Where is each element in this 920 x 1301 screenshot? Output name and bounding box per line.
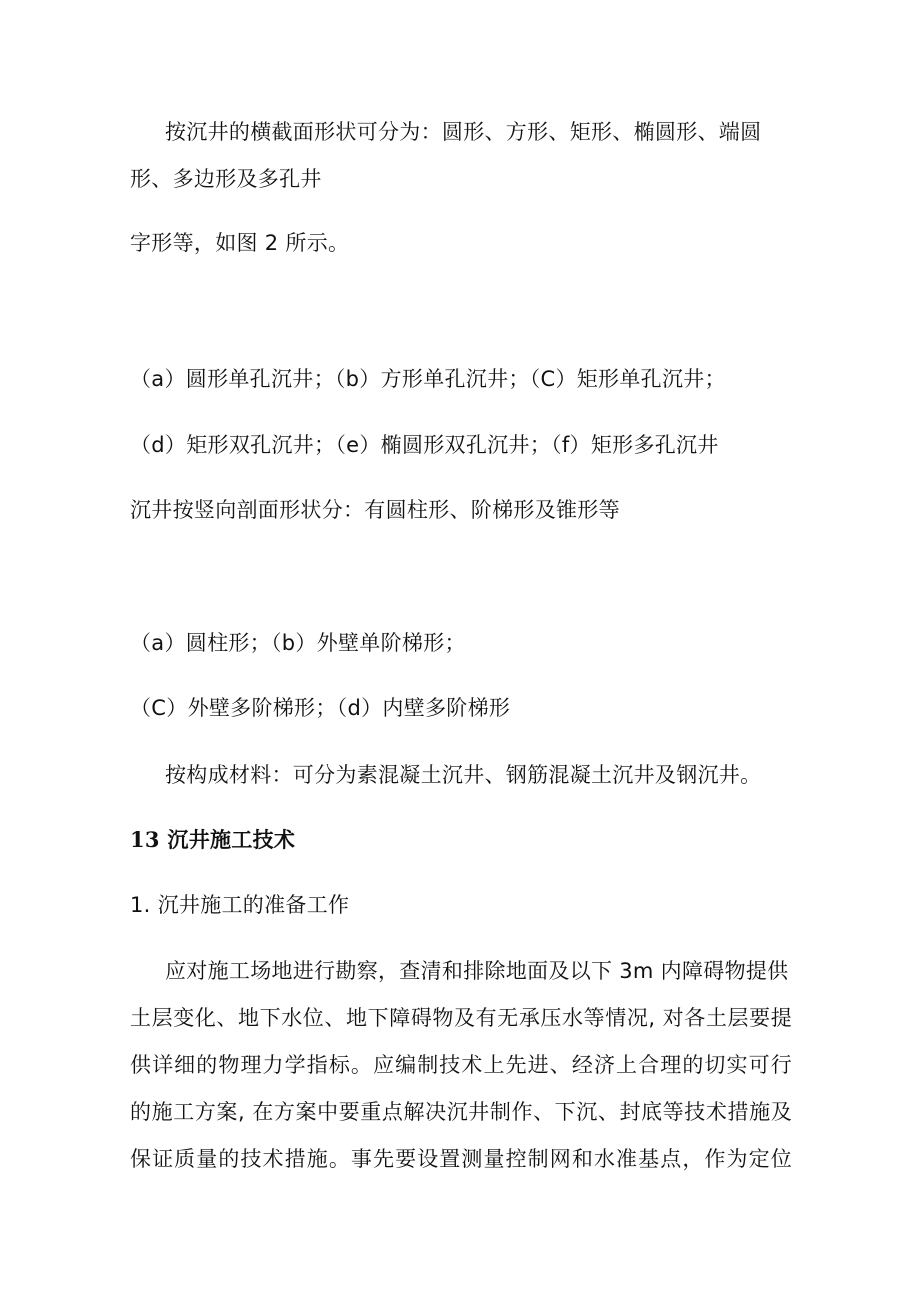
- paragraph-materials: 按构成材料：可分为素混凝土沉井、钢筋混凝土沉井及钢沉井。: [165, 763, 762, 787]
- paragraph-preparation-line-4: 的施工方案, 在方案中要重点解决沉井制作、下沉、封底等技术措施及: [130, 1100, 792, 1124]
- paragraph-cross-section-line-1: 按沉井的横截面形状可分为：圆形、方形、矩形、椭圆形、端圆: [165, 120, 762, 144]
- subsection-heading: 1. 沉井施工的准备工作: [130, 893, 350, 917]
- paragraph-preparation-line-5: 保证质量的技术措施。事先要设置测量控制网和水准基点，作为定位: [130, 1147, 792, 1171]
- figure-caption-line-2: （d）矩形双孔沉井；（e）椭圆形双孔沉井；（f）矩形多孔沉井: [130, 433, 719, 457]
- section-heading: 13 沉井施工技术: [130, 827, 296, 852]
- paragraph-preparation-line-3: 供详细的物理力学指标。应编制技术上先进、经济上合理的切实可行: [130, 1053, 792, 1077]
- paragraph-preparation-line-1: 应对施工场地进行勘察，查清和排除地面及以下 3m 内障碍物提供: [165, 959, 789, 983]
- paragraph-vertical-section: 沉井按竖向剖面形状分：有圆柱形、阶梯形及锥形等: [130, 498, 620, 522]
- paragraph-cross-section-line-3: 字形等，如图 2 所示。: [130, 231, 350, 255]
- figure-caption-line-3: （a）圆柱形；（b）外壁单阶梯形；: [130, 631, 466, 655]
- figure-caption-line-4: （C）外壁多阶梯形；（d）内壁多阶梯形: [130, 696, 511, 720]
- figure-caption-line-1: （a）圆形单孔沉井；（b）方形单孔沉井；（C）矩形单孔沉井；: [130, 367, 726, 391]
- paragraph-cross-section-line-2: 形、多边形及多孔井: [130, 167, 322, 191]
- paragraph-preparation-line-2: 土层变化、地下水位、地下障碍物及有无承压水等情况, 对各土层要提: [130, 1006, 792, 1030]
